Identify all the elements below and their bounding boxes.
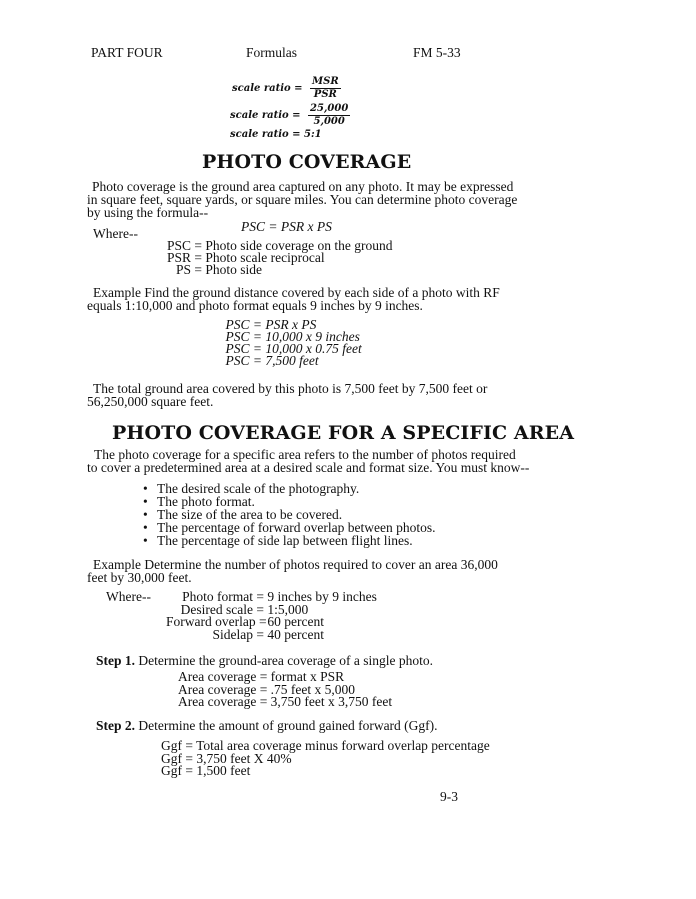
fraction-numerator: 25,000 xyxy=(310,103,349,114)
section-title-specific-area: PHOTO COVERAGE FOR A SPECIFIC AREA xyxy=(112,422,575,444)
calculation-row: PSC = 10,000 x 9 inches xyxy=(225,329,360,344)
paragraph-line: The total ground area covered by this photo is 7,500 feet by 7,500 feet or xyxy=(93,381,488,396)
definition-row: PSR = Photo scale reciprocal xyxy=(166,250,325,265)
section-title-photo-coverage: PHOTO COVERAGE xyxy=(202,151,412,173)
given-row: Forward overlap = 60 percent xyxy=(166,614,324,629)
step-2-label: Step 2. xyxy=(96,718,136,733)
paragraph-line: Photo coverage is the ground area captured on any photo. It may be expressed xyxy=(92,179,514,194)
step-2-heading xyxy=(96,718,438,734)
formula-2-label: scale ratio = xyxy=(230,110,301,121)
bullet-icon: • xyxy=(143,507,148,522)
total-paragraph xyxy=(87,382,487,408)
list-item: • The size of the area to be covered. xyxy=(143,507,343,522)
given-row: Sidelap = 40 percent xyxy=(212,626,324,642)
step-line: Area coverage = 3,750 feet x 3,750 feet xyxy=(178,694,393,709)
fraction-numerator: MSR xyxy=(312,76,339,87)
psc-formula: PSC = PSR x PS xyxy=(241,219,332,234)
step-2-lines xyxy=(161,740,490,778)
calculation-row: PSC = 10,000 x 0.75 feet xyxy=(225,341,362,356)
fraction-denominator: PSR xyxy=(313,89,337,100)
step-1-text: Determine the ground-area coverage of a single photo. xyxy=(138,653,434,668)
step-2-text: Determine the amount of ground gained forward (Ggf). xyxy=(138,718,438,733)
list-item: • The percentage of side lap between flight lines. xyxy=(143,533,413,548)
calculation-row: PSC = PSR x PS xyxy=(225,317,317,332)
given-row: Photo format = 9 inches by 9 inches xyxy=(182,589,377,604)
header-right: FM 5-33 xyxy=(413,45,461,60)
step-line: Ggf = 3,750 feet X 40% xyxy=(161,750,292,766)
paragraph-line: Example Determine the number of photos required to cover an area 36,000 xyxy=(93,557,498,572)
bullet-icon: • xyxy=(143,520,148,535)
paragraph-line: 56,250,000 square feet. xyxy=(87,394,214,409)
paragraph-line: to cover a predetermined area at a desired scale and format size. You must know-- xyxy=(87,460,530,475)
step-1-heading xyxy=(96,653,433,669)
list-item: • The photo format. xyxy=(143,494,255,509)
given-row: Desired scale = 1:5,000 xyxy=(180,601,309,617)
definitions-list xyxy=(158,240,392,276)
paragraph-line: equals 1:10,000 and photo format equals 9 inches by 9 inches. xyxy=(87,298,423,313)
step-line: Ggf = 1,500 feet xyxy=(161,763,251,778)
bullet-icon: • xyxy=(143,533,148,548)
paragraph-line: by using the formula-- xyxy=(87,205,209,220)
formula-1-label: scale ratio = xyxy=(232,83,303,94)
step-line: Ggf = Total area coverage minus forward overlap percentage xyxy=(161,738,490,753)
list-item: • The percentage of forward overlap between photos. xyxy=(143,520,436,535)
requirements-list xyxy=(143,482,436,547)
fraction xyxy=(310,76,341,101)
calculation-list xyxy=(222,319,362,367)
formula-line-1 xyxy=(232,76,341,101)
step-1-lines xyxy=(178,671,392,709)
formula-line-2 xyxy=(230,103,350,128)
specific-area-paragraph xyxy=(87,448,529,474)
bullet-icon: • xyxy=(143,481,148,496)
definition-row: PS = Photo side xyxy=(175,262,263,277)
header-left: PART FOUR xyxy=(91,45,163,60)
where-label: Where-- xyxy=(93,226,138,241)
paragraph-line: The photo coverage for a specific area refers to the number of photos required xyxy=(94,447,516,462)
step-line: Area coverage = format x PSR xyxy=(178,669,345,684)
paragraph-line: Example Find the ground distance covered by each side of a photo with RF xyxy=(93,285,500,300)
given-values-list xyxy=(166,591,377,641)
specific-example-paragraph xyxy=(87,558,498,584)
fraction-denominator: 5,000 xyxy=(313,116,345,127)
step-1-label: Step 1. xyxy=(96,653,136,668)
formula-line-3: scale ratio = 5:1 xyxy=(230,129,322,140)
where-label: Where-- xyxy=(106,589,151,604)
bullet-icon: • xyxy=(143,494,148,509)
definition-row: PSC = Photo side coverage on the ground xyxy=(166,238,393,253)
paragraph-line: in square feet, square yards, or square miles. You can determine photo coverage xyxy=(87,192,518,207)
calculation-row: PSC = 7,500 feet xyxy=(225,353,319,368)
header-center: Formulas xyxy=(246,45,298,60)
list-item: • The desired scale of the photography. xyxy=(143,481,360,496)
example-paragraph xyxy=(87,286,500,312)
photo-coverage-paragraph xyxy=(87,180,517,219)
step-line: Area coverage = .75 feet x 5,000 xyxy=(178,681,356,697)
page-number: 9-3 xyxy=(440,789,458,804)
paragraph-line: feet by 30,000 feet. xyxy=(87,570,192,585)
fraction xyxy=(308,103,350,128)
